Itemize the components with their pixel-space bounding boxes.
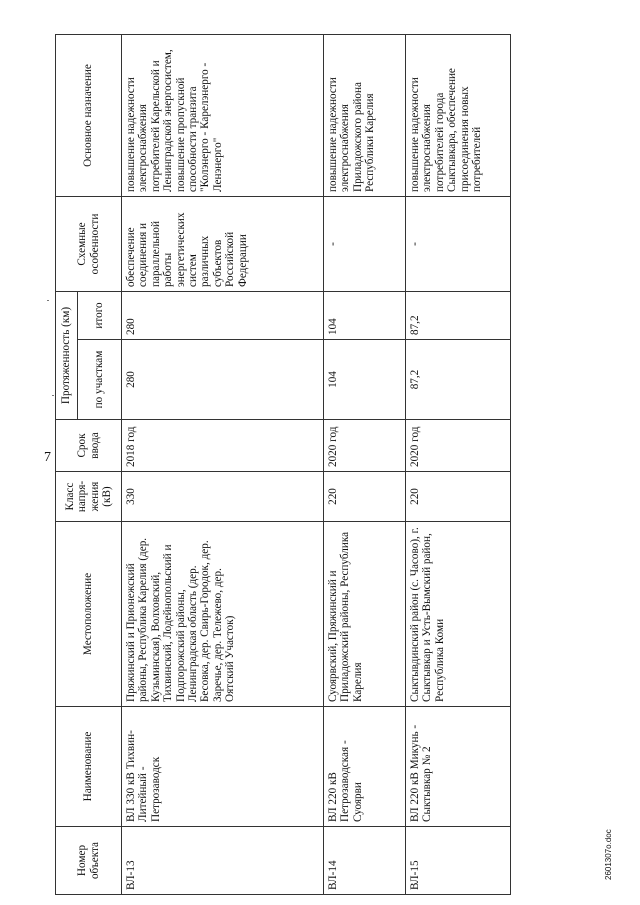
row-location: Сыктывдинский район (с. Часово), г. Сыктывкар и Усть-Вымский район, Республика Коми [406, 522, 511, 707]
rotated-page-content [55, 35, 605, 895]
row-year: 2020 год [324, 420, 406, 472]
row-purpose: повышение надежности электроснабжения потребителей Карельской и Ленинградской энергосистем, повышение пропускной способности транзита "Колэнерго - Карелэнерго - Ленэнерго" [122, 35, 324, 197]
page-number: 7 [44, 450, 51, 465]
row-length-by-section: 280 [122, 340, 324, 420]
header-number: Номер объекта [56, 827, 122, 895]
table-row [406, 35, 511, 895]
scan-mark [52, 395, 54, 396]
row-name: ВЛ 220 кВ Петрозаводская - Суоярви [324, 707, 406, 827]
header-location: Местоположение [56, 522, 122, 707]
table-row [122, 35, 324, 895]
header-voltage: Класс напря-жения (кВ) [56, 472, 122, 522]
row-features: - [324, 197, 406, 292]
header-purpose: Основное назначение [56, 35, 122, 197]
row-purpose: повышение надежности электроснабжения Приладожского района Республики Карелия [324, 35, 406, 197]
row-name: ВЛ 330 кВ Тихвин-Литейный - Петрозаводск [122, 707, 324, 827]
row-features: обеспечение соединения и параллельной работы энергетических систем различных субъектов Российской Федерации [122, 197, 324, 292]
table-header [56, 35, 122, 895]
row-year: 2018 год [122, 420, 324, 472]
row-length-total: 87,2 [406, 292, 511, 340]
row-name: ВЛ 220 кВ Микунь - Сыктывкар № 2 [406, 707, 511, 827]
row-voltage: 220 [406, 472, 511, 522]
row-purpose: повышение надежности электроснабжения потребителей города Сыктывкара, обеспечение присоединения новых потребителей [406, 35, 511, 197]
header-year: Срок ввода [56, 420, 122, 472]
row-year: 2020 год [406, 420, 511, 472]
scan-mark [47, 300, 49, 301]
row-length-by-section: 104 [324, 340, 406, 420]
row-location: Суоярвский, Пряжинский и Приладожский районы, Республика Карелия [324, 522, 406, 707]
table-row [324, 35, 406, 895]
header-features: Схемные особенности [56, 197, 122, 292]
row-number: ВЛ-14 [324, 827, 406, 895]
document-file-id: 2601307о.doc [604, 829, 613, 880]
row-length-total: 104 [324, 292, 406, 340]
header-length-total: итого [78, 292, 122, 340]
row-voltage: 330 [122, 472, 324, 522]
power-lines-table [55, 34, 511, 895]
row-number: ВЛ-15 [406, 827, 511, 895]
row-length-total: 280 [122, 292, 324, 340]
header-name: Наименование [56, 707, 122, 827]
header-length: Протяженность (км) [56, 292, 78, 420]
row-location: Пряжинский и Прионежский районы, Республика Карелия (дер. Кузьминская), Волховский, Тихвинский, Лодейнопольский и Подпорожский районы, Ленинградская область (дер. Бесовка, дер. Свирь-Городок, дер. Заречье, дер. Тележево, дер. Оятский Участок) [122, 522, 324, 707]
row-voltage: 220 [324, 472, 406, 522]
header-length-by-section: по участкам [78, 340, 122, 420]
row-length-by-section: 87,2 [406, 340, 511, 420]
row-number: ВЛ-13 [122, 827, 324, 895]
row-features: - [406, 197, 511, 292]
